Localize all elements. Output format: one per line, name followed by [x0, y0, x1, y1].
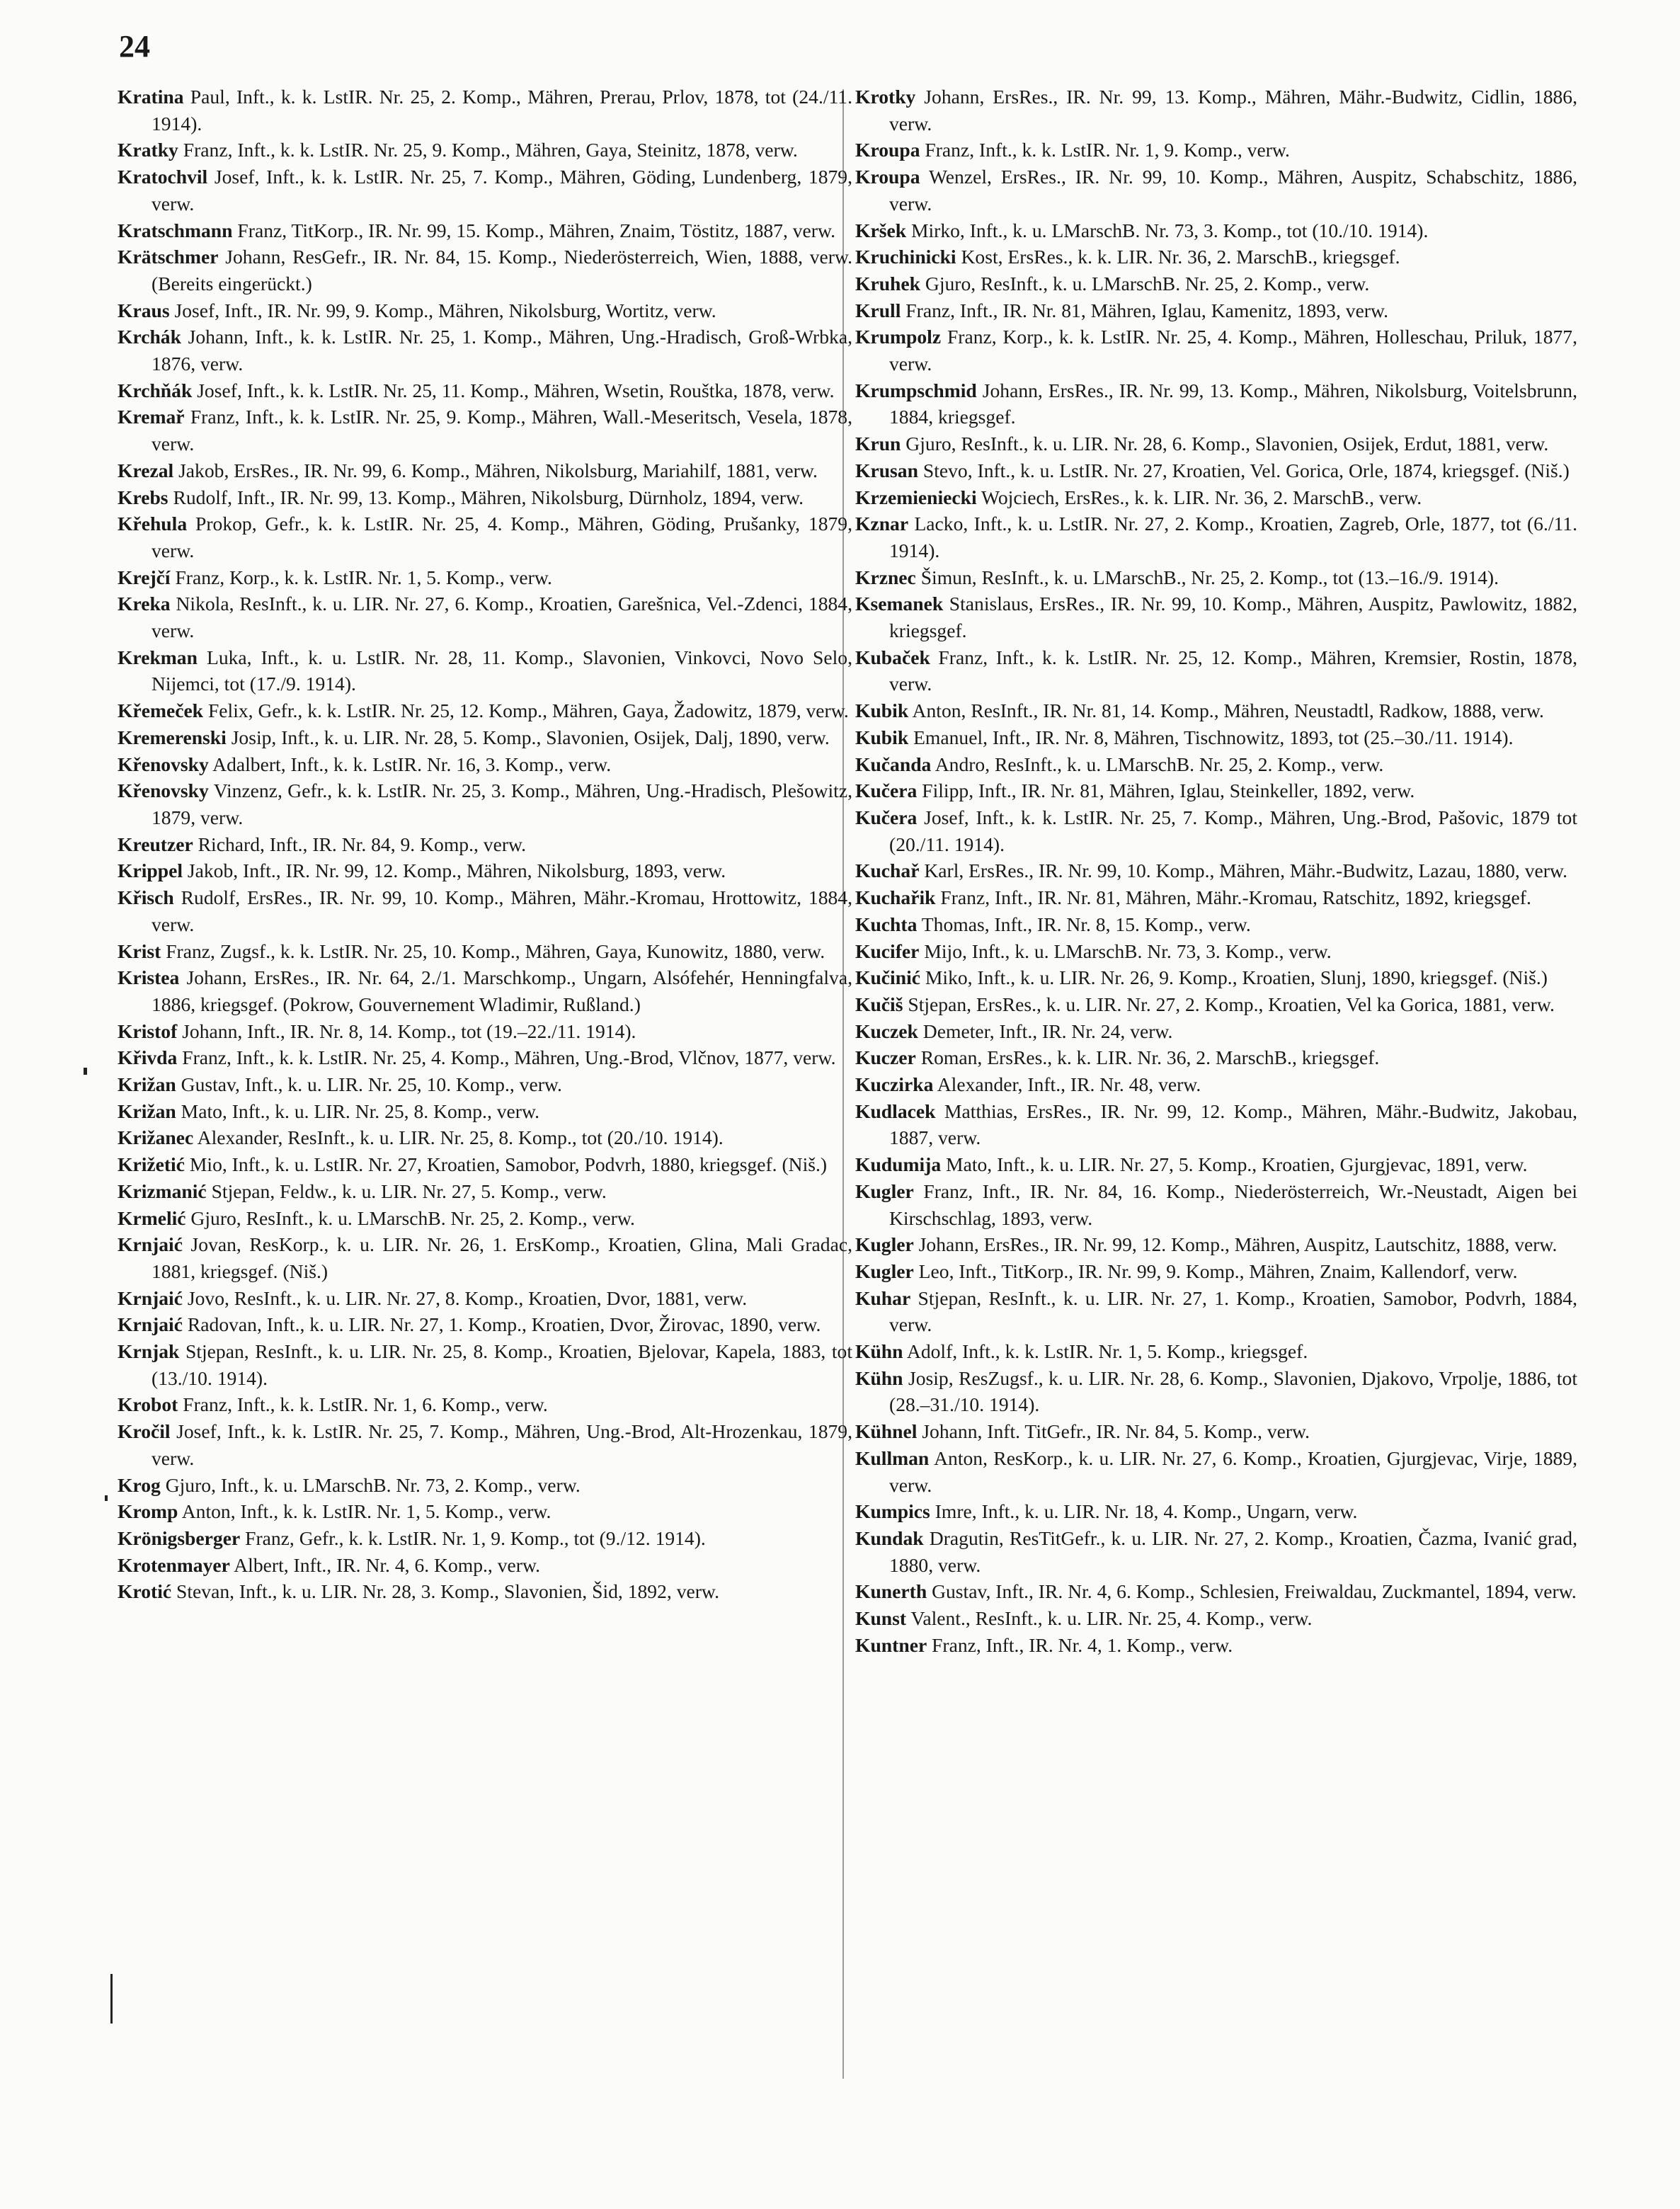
- roll-entry: [855, 1044, 1577, 1071]
- entry-surname: Krzemieniecki: [855, 486, 977, 508]
- roll-entry: [855, 1338, 1577, 1365]
- roll-entry: [855, 484, 1577, 511]
- entry-surname: Krejčí: [118, 566, 171, 588]
- roll-entry: [855, 217, 1577, 244]
- roll-entry: [855, 911, 1577, 938]
- roll-entry: [855, 1285, 1577, 1338]
- roll-entry: [118, 1151, 852, 1178]
- entry-surname: Kučinić: [855, 966, 920, 989]
- entry-details: Albert, Inft., IR. Nr. 4, 6. Komp., verw.: [229, 1553, 540, 1576]
- roll-entry: [855, 964, 1577, 991]
- entry-details: Johann, Inft. TitGefr., IR. Nr. 84, 5. Komp., verw.: [917, 1420, 1310, 1443]
- roll-entry: [855, 1151, 1577, 1178]
- entry-surname: Křemeček: [118, 700, 204, 722]
- right-column: [855, 84, 1577, 1658]
- roll-entry: [118, 831, 852, 858]
- roll-entry: [118, 1124, 852, 1151]
- entry-surname: Kuchařik: [855, 886, 936, 909]
- roll-entry: [855, 137, 1577, 164]
- entry-details: Josip, Inft., k. u. LIR. Nr. 28, 5. Komp., Slavonien, Osijek, Dalj, 1890, verw.: [226, 726, 830, 748]
- roll-entry: [855, 297, 1577, 324]
- entry-surname: Kullman: [855, 1446, 930, 1469]
- entry-surname: Kuntner: [855, 1633, 927, 1656]
- roll-entry: [855, 644, 1577, 697]
- entry-details: Jovan, ResKorp., k. u. LIR. Nr. 26, 1. ErsKomp., Kroatien, Glina, Mali Gradac, 1881, kriegsgef. (Niš.): [152, 1233, 852, 1282]
- roll-entry: [118, 377, 852, 404]
- entry-details: Franz, Inft., k. k. LstIR. Nr. 1, 6. Komp., verw.: [178, 1393, 548, 1416]
- entry-details: Stjepan, ResInft., k. u. LIR. Nr. 25, 8. Komp., Kroatien, Bjelovar, Kapela, 1883, tot (13./10. 1914).: [152, 1340, 852, 1389]
- entry-surname: Kratochvil: [118, 166, 208, 188]
- entry-surname: Kudumija: [855, 1153, 942, 1176]
- entry-surname: Kugler: [855, 1260, 914, 1282]
- entry-surname: Kroupa: [855, 139, 920, 161]
- entry-details: Josef, Inft., k. k. LstIR. Nr. 25, 7. Komp., Mähren, Ung.-Brod, Pašovic, 1879 tot (20./11. 1914).: [889, 806, 1577, 855]
- entry-details: Andro, ResInft., k. u. LMarschB. Nr. 25, 2. Komp., verw.: [931, 753, 1384, 775]
- entry-details: Franz, Inft., k. k. LstIR. Nr. 25, 9. Komp., Mähren, Wall.-Meseritsch, Vesela, 1878, verw.: [152, 406, 852, 455]
- entry-surname: Kratina: [118, 86, 184, 108]
- entry-details: Jakob, Inft., IR. Nr. 99, 12. Komp., Mähren, Nikolsburg, 1893, verw.: [182, 860, 726, 882]
- roll-entry: [118, 1285, 852, 1312]
- roll-entry: [118, 1418, 852, 1471]
- roll-entry: [855, 1418, 1577, 1445]
- entry-surname: Krnjaić: [118, 1286, 183, 1309]
- roll-entry: [118, 217, 852, 244]
- entry-details: Gjuro, ResInft., k. u. LMarschB. Nr. 25, 2. Komp., verw.: [185, 1206, 635, 1229]
- entry-details: Jakob, ErsRes., IR. Nr. 99, 6. Komp., Mähren, Nikolsburg, Mariahilf, 1881, verw.: [173, 459, 818, 481]
- entry-surname: Krznec: [855, 566, 916, 588]
- entry-details: Kost, ErsRes., k. k. LIR. Nr. 36, 2. MarschB., kriegsgef.: [956, 246, 1400, 268]
- entry-details: Stevan, Inft., k. u. LIR. Nr. 28, 3. Komp., Slavonien, Šid, 1892, verw.: [171, 1580, 719, 1603]
- entry-surname: Kruchinicki: [855, 246, 956, 268]
- entry-surname: Kuhar: [855, 1286, 911, 1309]
- entry-details: Nikola, ResInft., k. u. LIR. Nr. 27, 6. Komp., Kroatien, Garešnica, Vel.-Zdenci, 1884, verw.: [152, 593, 852, 642]
- entry-details: Imre, Inft., k. u. LIR. Nr. 18, 4. Komp., Ungarn, verw.: [930, 1500, 1358, 1523]
- entry-details: Alexander, Inft., IR. Nr. 48, verw.: [933, 1073, 1201, 1096]
- roll-entry: [118, 724, 852, 751]
- entry-surname: Kznar: [855, 513, 909, 535]
- entry-surname: Kročil: [118, 1420, 171, 1443]
- roll-entry: [855, 430, 1577, 457]
- roll-entry: [855, 724, 1577, 751]
- entry-surname: Křenovsky: [118, 753, 209, 775]
- entry-surname: Krekman: [118, 646, 198, 668]
- roll-entry: [118, 1178, 852, 1205]
- entry-surname: Kreutzer: [118, 833, 193, 855]
- entry-surname: Kuczirka: [855, 1073, 934, 1096]
- entry-surname: Krun: [855, 433, 901, 455]
- entry-surname: Križanec: [118, 1126, 194, 1149]
- entry-details: Stevo, Inft., k. u. LstIR. Nr. 27, Kroatien, Vel. Gorica, Orle, 1874, kriegsgef. (Niš.): [918, 459, 1570, 481]
- roll-entry: [855, 457, 1577, 484]
- entry-surname: Krobot: [118, 1393, 178, 1416]
- entry-details: Felix, Gefr., k. k. LstIR. Nr. 25, 12. Komp., Mähren, Gaya, Žadowitz, 1879, verw.: [203, 700, 849, 722]
- entry-surname: Krog: [118, 1473, 161, 1496]
- page-number: 24: [119, 29, 150, 64]
- roll-entry: [118, 137, 852, 164]
- entry-details: Josef, Inft., k. k. LstIR. Nr. 25, 11. Komp., Mähren, Wsetin, Rouštka, 1878, verw.: [192, 379, 835, 401]
- entry-surname: Krull: [855, 299, 901, 321]
- roll-entry: [855, 1365, 1577, 1418]
- roll-entry: [855, 751, 1577, 778]
- entry-details: Demeter, Inft., IR. Nr. 24, verw.: [918, 1020, 1173, 1042]
- entry-surname: Kratky: [118, 139, 178, 161]
- roll-entry: [855, 804, 1577, 857]
- roll-entry: [855, 884, 1577, 911]
- roll-entry: [855, 1525, 1577, 1578]
- entry-surname: Križan: [118, 1073, 176, 1096]
- entry-surname: Kremerenski: [118, 726, 227, 748]
- entry-surname: Krist: [118, 940, 161, 962]
- roll-entry: [118, 84, 852, 137]
- roll-entry: [855, 991, 1577, 1018]
- entry-details: Šimun, ResInft., k. u. LMarschB., Nr. 25, 2. Komp., tot (13.–16./9. 1914).: [915, 566, 1499, 588]
- entry-surname: Kugler: [855, 1233, 914, 1256]
- roll-entry: [118, 697, 852, 724]
- roll-entry: [855, 564, 1577, 591]
- scan-mark: [105, 1495, 108, 1501]
- entry-surname: Kučanda: [855, 753, 932, 775]
- roll-entry: [855, 1071, 1577, 1098]
- entry-surname: Krnjak: [118, 1340, 180, 1363]
- roll-entry: [118, 1311, 852, 1338]
- roll-entry: [855, 377, 1577, 430]
- entry-details: Roman, ErsRes., k. k. LIR. Nr. 36, 2. MarschB., kriegsgef.: [915, 1046, 1380, 1069]
- entry-details: Mato, Inft., k. u. LIR. Nr. 25, 8. Komp., verw.: [176, 1100, 540, 1122]
- roll-entry: [855, 164, 1577, 217]
- entry-surname: Kruhek: [855, 272, 920, 295]
- entry-surname: Kugler: [855, 1180, 914, 1202]
- roll-entry: [118, 644, 852, 697]
- entry-surname: Kuchař: [855, 860, 920, 882]
- roll-entry: [118, 1231, 852, 1284]
- entry-surname: Kudlacek: [855, 1100, 936, 1122]
- roll-entry: [118, 1525, 852, 1552]
- entry-details: Johann, Inft., k. k. LstIR. Nr. 25, 1. Komp., Mähren, Ung.-Hradisch, Groß-Wrbka, 1876, verw.: [152, 326, 852, 375]
- entry-details: Mato, Inft., k. u. LIR. Nr. 27, 5. Komp., Kroatien, Gjurgjevac, 1891, verw.: [941, 1153, 1528, 1176]
- entry-details: Jovo, ResInft., k. u. LIR. Nr. 27, 8. Komp., Kroatien, Dvor, 1881, verw.: [182, 1286, 748, 1309]
- entry-surname: Krezal: [118, 459, 174, 481]
- roll-entry: [855, 1578, 1577, 1605]
- roll-entry: [855, 1632, 1577, 1659]
- entry-surname: Kuczer: [855, 1046, 916, 1069]
- entry-details: Johann, ErsRes., IR. Nr. 99, 13. Komp., Mähren, Nikolsburg, Voitelsbrunn, 1884, kriegsgef.: [889, 379, 1577, 428]
- entry-surname: Krumpolz: [855, 326, 942, 348]
- entry-details: Wenzel, ErsRes., IR. Nr. 99, 10. Komp., Mähren, Auspitz, Schabschitz, 1886, verw.: [889, 166, 1577, 215]
- entry-details: Valent., ResInft., k. u. LIR. Nr. 25, 4. Komp., verw.: [906, 1607, 1313, 1630]
- roll-entry: [118, 1498, 852, 1525]
- entry-details: Franz, Korp., k. k. LstIR. Nr. 25, 4. Komp., Mähren, Holleschau, Priluk, 1877, verw.: [889, 326, 1577, 375]
- roll-entry: [855, 1445, 1577, 1498]
- entry-details: Franz, Inft., IR. Nr. 4, 1. Komp., verw.: [927, 1633, 1233, 1656]
- roll-entry: [118, 564, 852, 591]
- entry-details: Franz, Inft., k. k. LstIR. Nr. 25, 12. Komp., Mähren, Kremsier, Rostin, 1878, verw.: [889, 646, 1577, 695]
- entry-surname: Kratschmann: [118, 219, 233, 241]
- roll-entry: [118, 324, 852, 377]
- entry-surname: Kubik: [855, 700, 909, 722]
- entry-details: Stanislaus, ErsRes., IR. Nr. 99, 10. Komp., Mähren, Auspitz, Pawlowitz, 1882, kriegsgef.: [889, 593, 1577, 642]
- entry-surname: Križetić: [118, 1153, 185, 1176]
- entry-surname: Kunerth: [855, 1580, 927, 1603]
- entry-details: Matthias, ErsRes., IR. Nr. 99, 12. Komp., Mähren, Mähr.-Budwitz, Jakobau, 1887, verw.: [889, 1100, 1577, 1149]
- entry-details: Gustav, Inft., IR. Nr. 4, 6. Komp., Schlesien, Freiwaldau, Zuckmantel, 1894, verw.: [927, 1580, 1577, 1603]
- roll-entry: [118, 1044, 852, 1071]
- roll-entry: [855, 1231, 1577, 1258]
- entry-details: Anton, Inft., k. k. LstIR. Nr. 1, 5. Komp., verw.: [178, 1500, 552, 1523]
- entry-details: Mio, Inft., k. u. LstIR. Nr. 27, Kroatien, Samobor, Podvrh, 1880, kriegsgef. (Niš.): [184, 1153, 828, 1176]
- roll-entry: [118, 938, 852, 965]
- entry-details: Prokop, Gefr., k. k. LstIR. Nr. 25, 4. Komp., Mähren, Göding, Prušanky, 1879, verw.: [152, 513, 852, 561]
- entry-surname: Krätschmer: [118, 246, 219, 268]
- entry-details: Leo, Inft., TitKorp., IR. Nr. 99, 9. Komp., Mähren, Znaim, Kallendorf, verw.: [913, 1260, 1518, 1282]
- roll-entry: [118, 164, 852, 217]
- entry-details: Radovan, Inft., k. u. LIR. Nr. 27, 1. Komp., Kroatien, Dvor, Žirovac, 1890, verw.: [182, 1313, 821, 1336]
- roll-entry: [118, 244, 852, 297]
- entry-surname: Krchák: [118, 326, 181, 348]
- roll-entry: [118, 1391, 852, 1418]
- roll-entry: [118, 457, 852, 484]
- roll-entry: [855, 244, 1577, 270]
- entry-surname: Kucifer: [855, 940, 920, 962]
- entry-surname: Krmelić: [118, 1206, 186, 1229]
- entry-details: Dragutin, ResTitGefr., k. u. LIR. Nr. 27, 2. Komp., Kroatien, Čazma, Ivanić grad, 1880, verw.: [889, 1526, 1577, 1576]
- entry-details: Luka, Inft., k. u. LstIR. Nr. 28, 11. Komp., Slavonien, Vinkovci, Novo Selo, Nijemci, tot (17./9. 1914).: [152, 646, 852, 695]
- roll-entry: [118, 590, 852, 644]
- roll-entry: [118, 777, 852, 830]
- entry-surname: Křehula: [118, 513, 188, 535]
- entry-surname: Krotenmayer: [118, 1553, 230, 1576]
- entry-details: Johann, ErsRes., IR. Nr. 64, 2./1. Marschkomp., Ungarn, Alsófehér, Henningfalva, 1886, kriegsgef. (Pokrow, Gouvernement Wladimir, Rußland.): [152, 966, 852, 1015]
- entry-details: Stjepan, Feldw., k. u. LIR. Nr. 27, 5. Komp., verw.: [206, 1180, 607, 1202]
- left-column: [118, 84, 852, 1605]
- entry-details: Emanuel, Inft., IR. Nr. 8, Mähren, Tischnowitz, 1893, tot (25.–30./11. 1914).: [908, 726, 1514, 748]
- entry-details: Anton, ResKorp., k. u. LIR. Nr. 27, 6. Komp., Kroatien, Gjurgjevac, Virje, 1889, verw.: [889, 1446, 1577, 1496]
- roll-entry: [118, 1098, 852, 1125]
- scan-mark: [84, 1068, 87, 1075]
- entry-surname: Křenovsky: [118, 780, 209, 802]
- roll-entry: [118, 1071, 852, 1098]
- entry-details: Josip, ResZugsf., k. u. LIR. Nr. 28, 6. Komp., Slavonien, Djakovo, Vrpolje, 1886, tot (28.–31./10. 1914).: [889, 1366, 1577, 1416]
- roll-entry: [855, 510, 1577, 564]
- entry-details: Franz, TitKorp., IR. Nr. 99, 15. Komp., Mähren, Znaim, Töstitz, 1887, verw.: [232, 219, 836, 241]
- roll-entry: [855, 1018, 1577, 1045]
- entry-surname: Kristea: [118, 966, 180, 989]
- entry-surname: Kroupa: [855, 166, 920, 188]
- entry-details: Josef, Inft., k. k. LstIR. Nr. 25, 7. Komp., Mähren, Ung.-Brod, Alt-Hrozenkau, 1879, verw.: [152, 1420, 852, 1469]
- entry-surname: Krnjaić: [118, 1233, 183, 1256]
- entry-surname: Kristof: [118, 1020, 178, 1042]
- entry-surname: Kremař: [118, 406, 185, 428]
- entry-details: Franz, Inft., k. k. LstIR. Nr. 25, 9. Komp., Mähren, Gaya, Steinitz, 1878, verw.: [178, 139, 798, 161]
- entry-details: Johann, ResGefr., IR. Nr. 84, 15. Komp., Niederösterreich, Wien, 1888, verw. (Bereits eingerückt.): [152, 246, 852, 295]
- entry-surname: Kuchta: [855, 913, 918, 935]
- roll-entry: [855, 938, 1577, 965]
- entry-surname: Krizmanić: [118, 1180, 207, 1202]
- entry-surname: Kubaček: [855, 646, 930, 668]
- scan-mark: [110, 1974, 113, 2024]
- entry-surname: Kučiš: [855, 993, 903, 1015]
- roll-entry: [855, 1098, 1577, 1151]
- entry-details: Mirko, Inft., k. u. LMarschB. Nr. 73, 3. Komp., tot (10./10. 1914).: [906, 219, 1429, 241]
- roll-entry: [855, 590, 1577, 644]
- entry-details: Alexander, ResInft., k. u. LIR. Nr. 25, 8. Komp., tot (20./10. 1914).: [193, 1126, 724, 1149]
- entry-details: Franz, Inft., IR. Nr. 84, 16. Komp., Niederösterreich, Wr.-Neustadt, Aigen bei Kirschschlag, 1893, verw.: [889, 1180, 1577, 1229]
- roll-entry: [855, 1258, 1577, 1285]
- entry-surname: Krotić: [118, 1580, 172, 1603]
- roll-entry: [118, 1018, 852, 1045]
- entry-details: Franz, Inft., IR. Nr. 81, Mähren, Mähr.-Kromau, Ratschitz, 1892, kriegsgef.: [935, 886, 1531, 909]
- roll-entry: [855, 1498, 1577, 1525]
- entry-details: Miko, Inft., k. u. LIR. Nr. 26, 9. Komp., Kroatien, Slunj, 1890, kriegsgef. (Niš.): [920, 966, 1548, 989]
- roll-entry: [855, 697, 1577, 724]
- roll-entry: [118, 297, 852, 324]
- entry-details: Johann, Inft., IR. Nr. 8, 14. Komp., tot (19.–22./11. 1914).: [177, 1020, 636, 1042]
- entry-details: Lacko, Inft., k. u. LstIR. Nr. 27, 2. Komp., Kroatien, Zagreb, Orle, 1877, tot (6./11. 1914).: [889, 513, 1577, 561]
- entry-surname: Križan: [118, 1100, 176, 1122]
- entry-details: Franz, Inft., IR. Nr. 81, Mähren, Iglau, Kamenitz, 1893, verw.: [901, 299, 1389, 321]
- entry-surname: Krebs: [118, 486, 168, 508]
- entry-surname: Kühnel: [855, 1420, 918, 1443]
- entry-details: Johann, ErsRes., IR. Nr. 99, 12. Komp., Mähren, Auspitz, Lautschitz, 1888, verw.: [913, 1233, 1558, 1256]
- entry-details: Mijo, Inft., k. u. LMarschB. Nr. 73, 3. Komp., verw.: [919, 940, 1332, 962]
- entry-details: Adalbert, Inft., k. k. LstIR. Nr. 16, 3. Komp., verw.: [208, 753, 612, 775]
- roll-entry: [855, 84, 1577, 137]
- entry-details: Josef, Inft., IR. Nr. 99, 9. Komp., Mähren, Nikolsburg, Wortitz, verw.: [169, 299, 716, 321]
- entry-surname: Krusan: [855, 459, 918, 481]
- entry-surname: Kühn: [855, 1340, 903, 1363]
- roll-entry: [118, 404, 852, 457]
- entry-surname: Kühn: [855, 1366, 903, 1389]
- roll-entry: [855, 1605, 1577, 1632]
- roll-entry: [118, 1578, 852, 1605]
- entry-details: Franz, Inft., k. k. LstIR. Nr. 25, 4. Komp., Mähren, Ung.-Brod, Vlčnov, 1877, verw.: [177, 1046, 836, 1069]
- entry-details: Filipp, Inft., IR. Nr. 81, Mähren, Iglau, Steinkeller, 1892, verw.: [917, 780, 1415, 802]
- roll-entry: [855, 270, 1577, 297]
- entry-details: Johann, ErsRes., IR. Nr. 99, 13. Komp., Mähren, Mähr.-Budwitz, Cidlin, 1886, verw.: [889, 86, 1577, 135]
- roll-entry: [118, 1338, 852, 1391]
- roll-entry: [118, 510, 852, 564]
- entry-details: Anton, ResInft., IR. Nr. 81, 14. Komp., Mähren, Neustadtl, Radkow, 1888, verw.: [908, 700, 1544, 722]
- entry-details: Franz, Inft., k. k. LstIR. Nr. 1, 9. Komp., verw.: [920, 139, 1290, 161]
- entry-details: Stjepan, ResInft., k. u. LIR. Nr. 27, 1. Komp., Kroatien, Samobor, Podvrh, 1884, verw.: [889, 1286, 1577, 1336]
- entry-surname: Kumpics: [855, 1500, 930, 1523]
- entry-surname: Krumpschmid: [855, 379, 977, 401]
- roll-entry: [118, 1205, 852, 1232]
- entry-surname: Kubik: [855, 726, 909, 748]
- entry-details: Vinzenz, Gefr., k. k. LstIR. Nr. 25, 3. Komp., Mähren, Ung.-Hradisch, Plešowitz, 1879, verw.: [152, 780, 852, 828]
- roll-entry: [855, 324, 1577, 377]
- entry-surname: Krönigsberger: [118, 1526, 241, 1549]
- roll-entry: [855, 777, 1577, 804]
- roll-entry: [855, 857, 1577, 884]
- entry-details: Rudolf, Inft., IR. Nr. 99, 13. Komp., Mähren, Nikolsburg, Dürnholz, 1894, verw.: [168, 486, 804, 508]
- entry-surname: Kuczek: [855, 1020, 918, 1042]
- entry-details: Rudolf, ErsRes., IR. Nr. 99, 10. Komp., Mähren, Mähr.-Kromau, Hrottowitz, 1884, verw.: [152, 886, 852, 935]
- entry-surname: Kučera: [855, 780, 918, 802]
- roll-entry: [118, 1552, 852, 1579]
- entry-details: Gjuro, ResInft., k. u. LIR. Nr. 28, 6. Komp., Slavonien, Osijek, Erdut, 1881, verw.: [901, 433, 1549, 455]
- entry-surname: Kromp: [118, 1500, 178, 1523]
- entry-surname: Krippel: [118, 860, 183, 882]
- entry-details: Richard, Inft., IR. Nr. 84, 9. Komp., verw.: [193, 833, 527, 855]
- entry-details: Gjuro, Inft., k. u. LMarschB. Nr. 73, 2. Komp., verw.: [160, 1473, 581, 1496]
- roll-entry: [855, 1178, 1577, 1231]
- roll-entry: [118, 857, 852, 884]
- entry-surname: Krotky: [855, 86, 916, 108]
- roll-entry: [118, 484, 852, 511]
- entry-surname: Krnjaić: [118, 1313, 183, 1336]
- entry-details: Franz, Zugsf., k. k. LstIR. Nr. 25, 10. Komp., Mähren, Gaya, Kunowitz, 1880, verw.: [161, 940, 825, 962]
- entry-surname: Kučera: [855, 806, 918, 828]
- roll-entry: [118, 751, 852, 778]
- entry-details: Paul, Inft., k. k. LstIR. Nr. 25, 2. Komp., Mähren, Prerau, Prlov, 1878, tot (24./11. 1914).: [152, 86, 852, 135]
- entry-surname: Křivda: [118, 1046, 178, 1069]
- entry-details: Gjuro, ResInft., k. u. LMarschB. Nr. 25, 2. Komp., verw.: [920, 272, 1370, 295]
- entry-surname: Ksemanek: [855, 593, 944, 615]
- entry-surname: Krchňák: [118, 379, 193, 401]
- entry-details: Franz, Korp., k. k. LstIR. Nr. 1, 5. Komp., verw.: [170, 566, 552, 588]
- roll-entry: [118, 884, 852, 937]
- entry-details: Karl, ErsRes., IR. Nr. 99, 10. Komp., Mähren, Mähr.-Budwitz, Lazau, 1880, verw.: [919, 860, 1567, 882]
- roll-entry: [118, 1472, 852, 1499]
- entry-details: Josef, Inft., k. k. LstIR. Nr. 25, 7. Komp., Mähren, Göding, Lundenberg, 1879, verw.: [152, 166, 852, 215]
- entry-surname: Kraus: [118, 299, 170, 321]
- entry-details: Wojciech, ErsRes., k. k. LIR. Nr. 36, 2. MarschB., verw.: [976, 486, 1422, 508]
- entry-details: Adolf, Inft., k. k. LstIR. Nr. 1, 5. Komp., kriegsgef.: [903, 1340, 1308, 1363]
- entry-details: Gustav, Inft., k. u. LIR. Nr. 25, 10. Komp., verw.: [176, 1073, 562, 1096]
- entry-details: Stjepan, ErsRes., k. u. LIR. Nr. 27, 2. Komp., Kroatien, Vel ka Gorica, 1881, verw.: [903, 993, 1555, 1015]
- entry-surname: Kršek: [855, 219, 907, 241]
- entry-details: Thomas, Inft., IR. Nr. 8, 15. Komp., verw.: [917, 913, 1251, 935]
- entry-surname: Kreka: [118, 593, 171, 615]
- entry-surname: Kunst: [855, 1607, 907, 1630]
- entry-surname: Kundak: [855, 1526, 924, 1549]
- entry-surname: Křisch: [118, 886, 174, 909]
- roll-entry: [118, 964, 852, 1017]
- entry-details: Franz, Gefr., k. k. LstIR. Nr. 1, 9. Komp., tot (9./12. 1914).: [240, 1526, 706, 1549]
